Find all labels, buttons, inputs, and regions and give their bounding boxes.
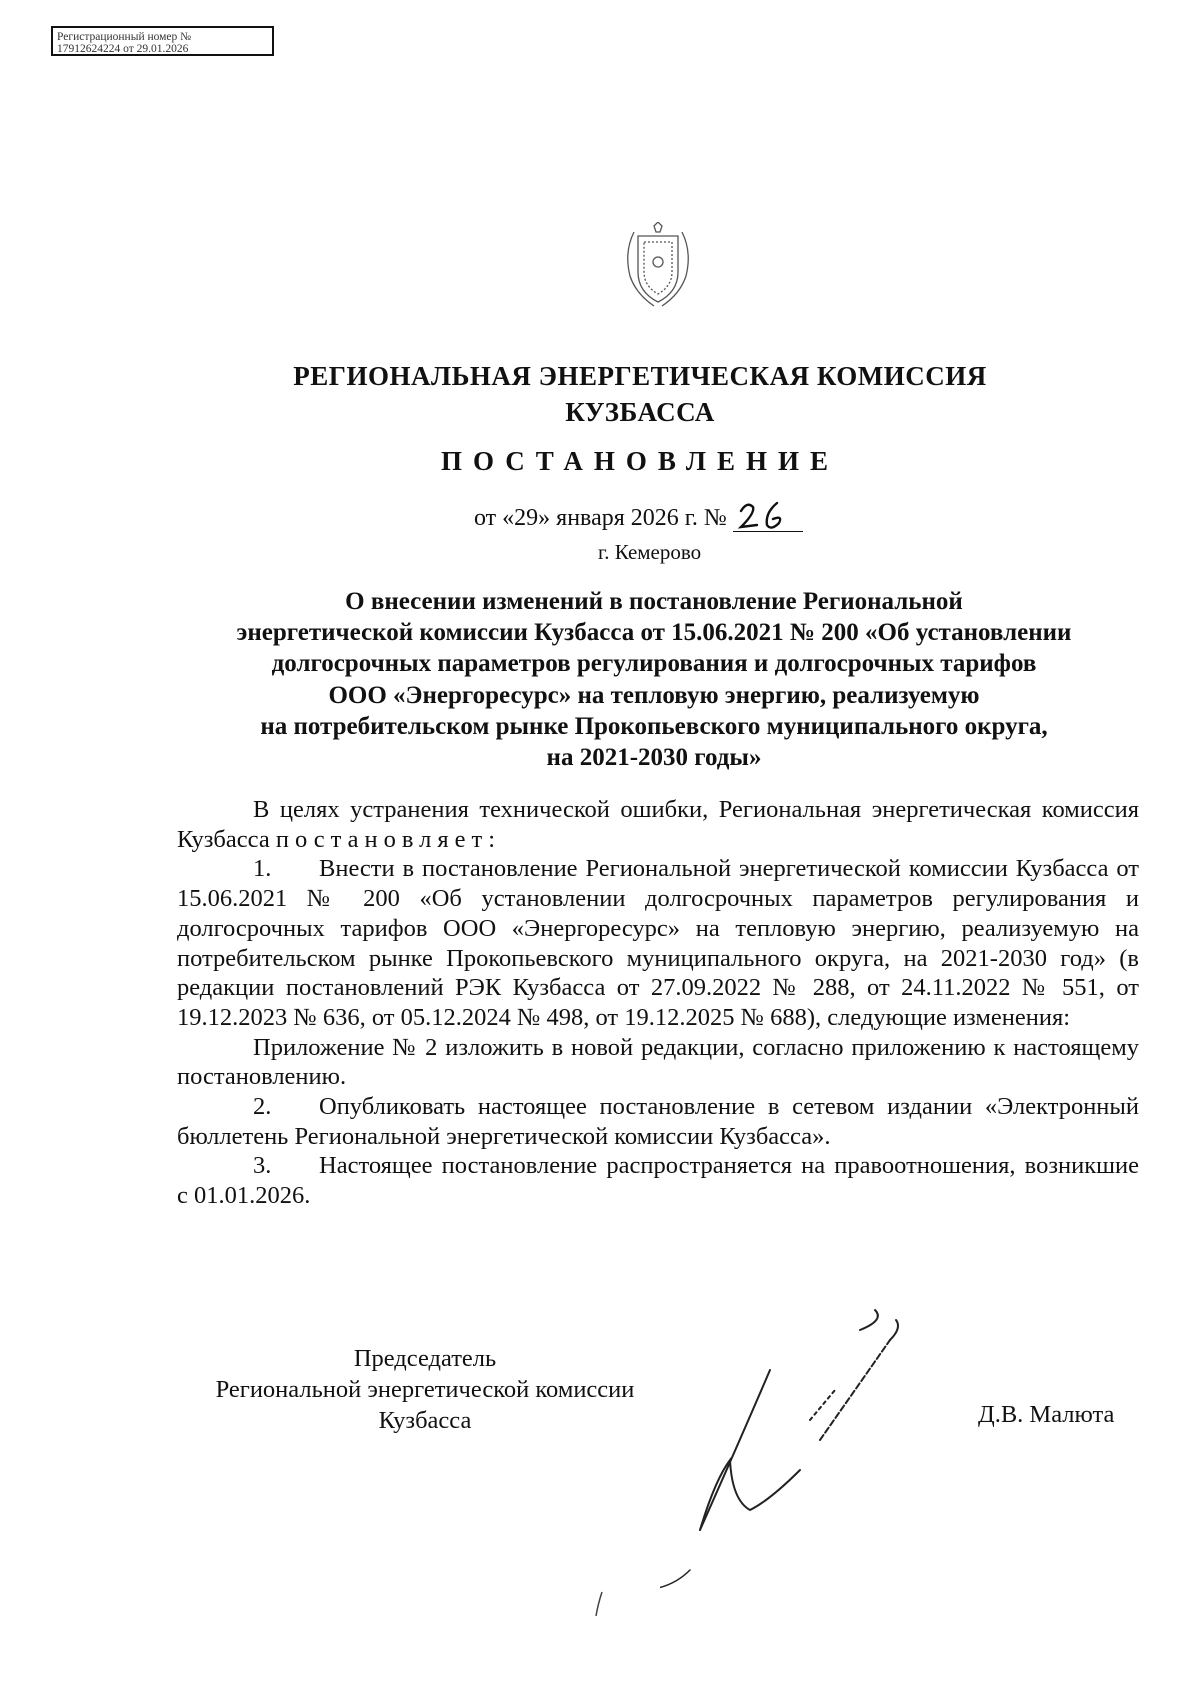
subject-line-1: О внесении изменений в постановление Региональной xyxy=(345,588,963,615)
org-line-2: КУЗБАССА xyxy=(565,397,715,427)
registration-line-1: Регистрационный номер № xyxy=(57,31,192,43)
signatory-name: Д.В. Малюта xyxy=(978,1401,1115,1428)
item-1-number: 1. xyxy=(253,855,272,883)
position-line-2: Региональной энергетической комиссии xyxy=(215,1376,635,1403)
position-line-3: Кузбасса xyxy=(378,1407,472,1434)
item-1-text: Внести в постановление Региональной энергетической комиссии Кузбасса от 15.06.2021 № 200 «Об установлении долгосрочных параметров регулирования и долгосрочных тарифов ООО «Энергоресурс» на тепловую энергию, реализуемую на потребительском рынке Прокопьевского муниципального округа, на 2021-2030 год» (в редакции постановлений РЭК Кузбасса от 27.09.2022 № 288, от 24.11.2022 № 551, от 19.12.2023 № 636, от 05.12.2024 № 498, от 19.12.2025 № 688), следующие изменения: xyxy=(177,855,1139,1031)
intro-paragraph: В целях устранения технической ошибки, Региональная энергетическая комиссия Кузбасса постановляет: xyxy=(177,796,1139,853)
document-date: от «29» января 2026 г. № xyxy=(474,505,727,531)
handwritten-signature xyxy=(660,1300,990,1600)
document-date-line xyxy=(474,505,803,532)
subject-line-6: на 2021-2030 годы» xyxy=(546,744,762,772)
item-1 xyxy=(177,854,1139,1032)
signatory-position xyxy=(170,1343,680,1436)
item-2 xyxy=(177,1092,1139,1151)
document-type: ПОСТАНОВЛЕНИЕ xyxy=(440,446,840,476)
org-line-1: РЕГИОНАЛЬНАЯ ЭНЕРГЕТИЧЕСКАЯ КОМИССИЯ xyxy=(293,361,987,391)
item-3-number: 3. xyxy=(253,1152,272,1180)
document-body xyxy=(177,795,1139,1211)
item-1-sub: Приложение № 2 изложить в новой редакции, согласно приложению к настоящему постановлению. xyxy=(177,1033,1139,1091)
position-line-1: Председатель xyxy=(353,1345,497,1372)
subject-line-3: долгосрочных параметров регулирования и долгосрочных тарифов xyxy=(271,650,1037,678)
subject-line-5: на потребительском рынке Прокопьевского муниципального округа, xyxy=(260,712,1048,740)
document-subject xyxy=(170,586,1138,773)
handwritten-number-icon xyxy=(735,499,799,531)
subject-line-4: ООО «Энергоресурс» на тепловую энергию, реализуемую xyxy=(328,681,980,709)
item-2-text: Опубликовать настоящее постановление в сетевом издании «Электронный бюллетень Региональной энергетической комиссии Кузбасса». xyxy=(177,1093,1139,1150)
organization-name xyxy=(250,358,1030,430)
scan-mark-icon xyxy=(590,1590,610,1620)
document-number-field xyxy=(733,505,803,532)
city: г. Кемерово xyxy=(598,540,702,564)
registration-line-2: 17912624224 от 29.01.2026 xyxy=(57,43,189,55)
coat-of-arms-icon xyxy=(620,222,696,308)
registration-stamp xyxy=(51,26,274,56)
item-3 xyxy=(177,1151,1139,1210)
item-2-number: 2. xyxy=(253,1093,272,1121)
resolves-word: постановляет: xyxy=(275,825,502,853)
item-3-text: Настоящее постановление распространяется на правоотношения, возникшие с 01.01.2026. xyxy=(177,1152,1139,1210)
subject-line-2: энергетической комиссии Кузбасса от 15.06.2021 № 200 «Об установлении xyxy=(236,619,1072,647)
